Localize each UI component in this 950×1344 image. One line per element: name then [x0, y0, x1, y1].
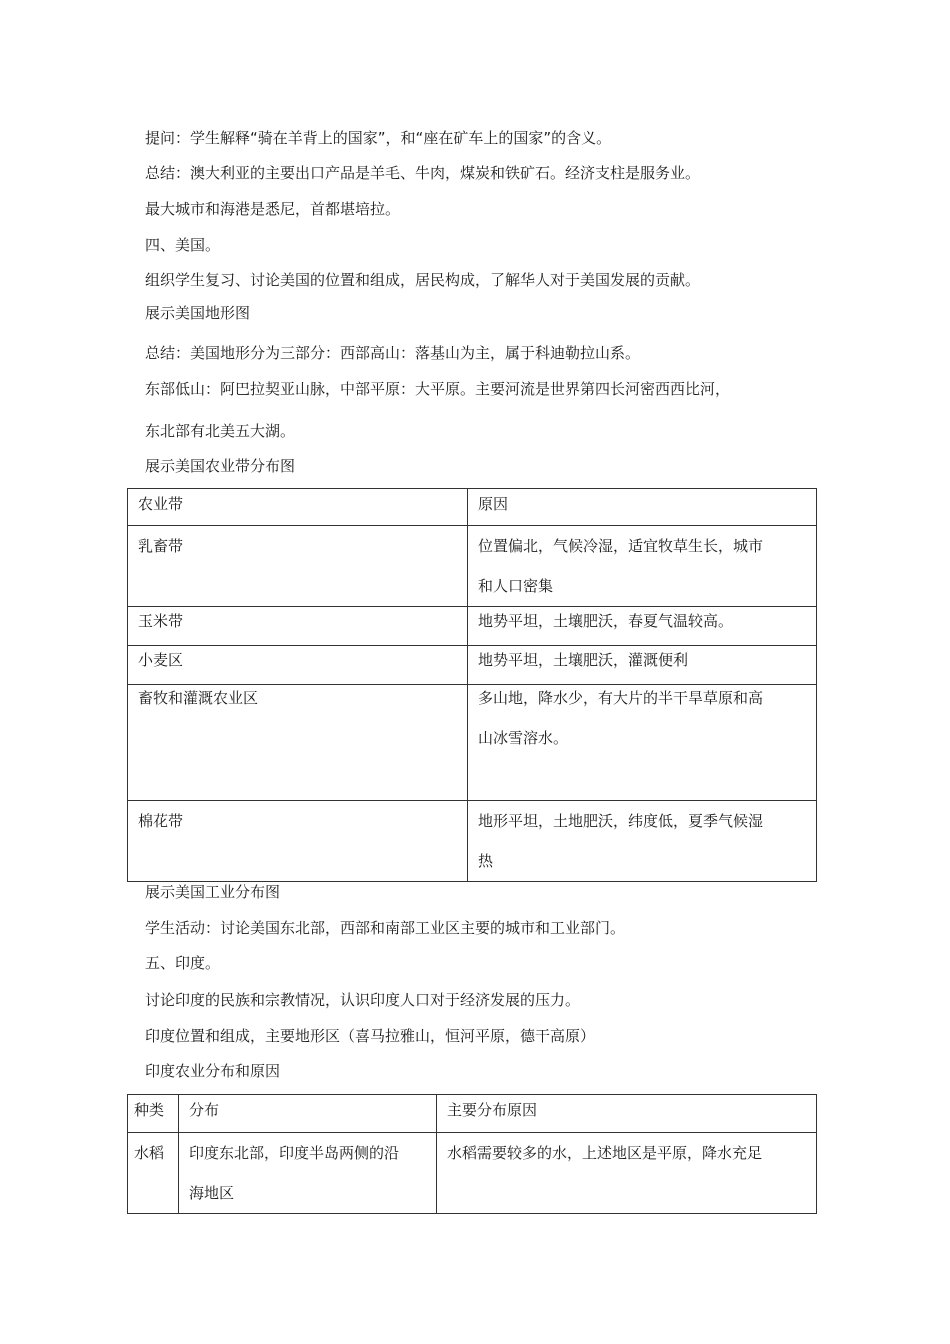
table-row: [128, 607, 817, 646]
table-cell: 地形平坦，土地肥沃，纬度低，夏季气候湿 热: [468, 801, 817, 882]
header-cell: 原因: [468, 489, 817, 526]
table-cell: 印度东北部，印度半岛两侧的沿 海地区: [179, 1133, 437, 1214]
table-cell: 水稻: [128, 1133, 179, 1214]
header-cell: 种类: [128, 1095, 179, 1133]
table-cell: 棉花带: [128, 801, 468, 882]
table-cell: 乳畜带: [128, 526, 468, 607]
table-cell: 小麦区: [128, 646, 468, 685]
table-cell: 位置偏北，气候冷湿，适宜牧草生长，城市 和人口密集: [468, 526, 817, 607]
table-cell: 地势平坦，土壤肥沃，灌溉便利: [468, 646, 817, 685]
heading-usa: 四、美国。: [145, 236, 221, 254]
table-row: [128, 801, 817, 882]
line-capital: 最大城市和海港是悉尼，首都堪培拉。: [145, 200, 401, 218]
line-student-activity: 学生活动：讨论美国东北部，西部和南部工业区主要的城市和工业部门。: [145, 919, 626, 937]
table-row: [128, 526, 817, 607]
table-row: [128, 1133, 817, 1214]
table-row: [128, 646, 817, 685]
table-row: [128, 685, 817, 801]
line-question: 提问：学生解释“骑在羊背上的国家”，和“座在矿车上的国家”的含义。: [145, 129, 612, 147]
line-agri-map: 展示美国农业带分布图: [145, 457, 296, 475]
line-east: 东部低山：阿巴拉契亚山脉，中部平原：大平原。主要河流是世界第四长河密西西比河，: [145, 380, 731, 398]
header-cell: 主要分布原因: [437, 1095, 817, 1133]
india-agriculture-table: [127, 1094, 817, 1214]
line-discuss-india: 讨论印度的民族和宗教情况，认识印度人口对于经济发展的压力。: [145, 991, 581, 1009]
table-header-row: [128, 1095, 817, 1133]
line-organize: 组织学生复习、讨论美国的位置和组成，居民构成，了解华人对于美国发展的贡献。: [145, 271, 701, 289]
us-agriculture-table: [127, 488, 817, 882]
table-cell: 地势平坦，土壤肥沃，春夏气温较高。: [468, 607, 817, 646]
header-cell: 分布: [179, 1095, 437, 1133]
heading-india: 五、印度。: [145, 954, 221, 972]
line-summary-australia: 总结：澳大利亚的主要出口产品是羊毛、牛肉，煤炭和铁矿石。经济支柱是服务业。: [145, 164, 701, 182]
table-header-row: [128, 489, 817, 526]
line-india-terrain: 印度位置和组成，主要地形区（喜马拉雅山，恒河平原，德干高原）: [145, 1027, 596, 1045]
line-india-agri: 印度农业分布和原因: [145, 1062, 281, 1080]
line-industry-map: 展示美国工业分布图: [145, 883, 281, 901]
header-cell: 农业带: [128, 489, 468, 526]
line-summary-terrain: 总结：美国地形分为三部分：西部高山：落基山为主，属于科迪勒拉山系。: [145, 344, 641, 362]
table-cell: 多山地，降水少，有大片的半干旱草原和高 山冰雪溶水。: [468, 685, 817, 801]
line-great-lakes: 东北部有北美五大湖。: [145, 422, 296, 440]
table-cell: 水稻需要较多的水，上述地区是平原，降水充足: [437, 1133, 817, 1214]
table-cell: 畜牧和灌溉农业区: [128, 685, 468, 801]
table-cell: 玉米带: [128, 607, 468, 646]
line-terrain-map: 展示美国地形图: [145, 304, 251, 322]
